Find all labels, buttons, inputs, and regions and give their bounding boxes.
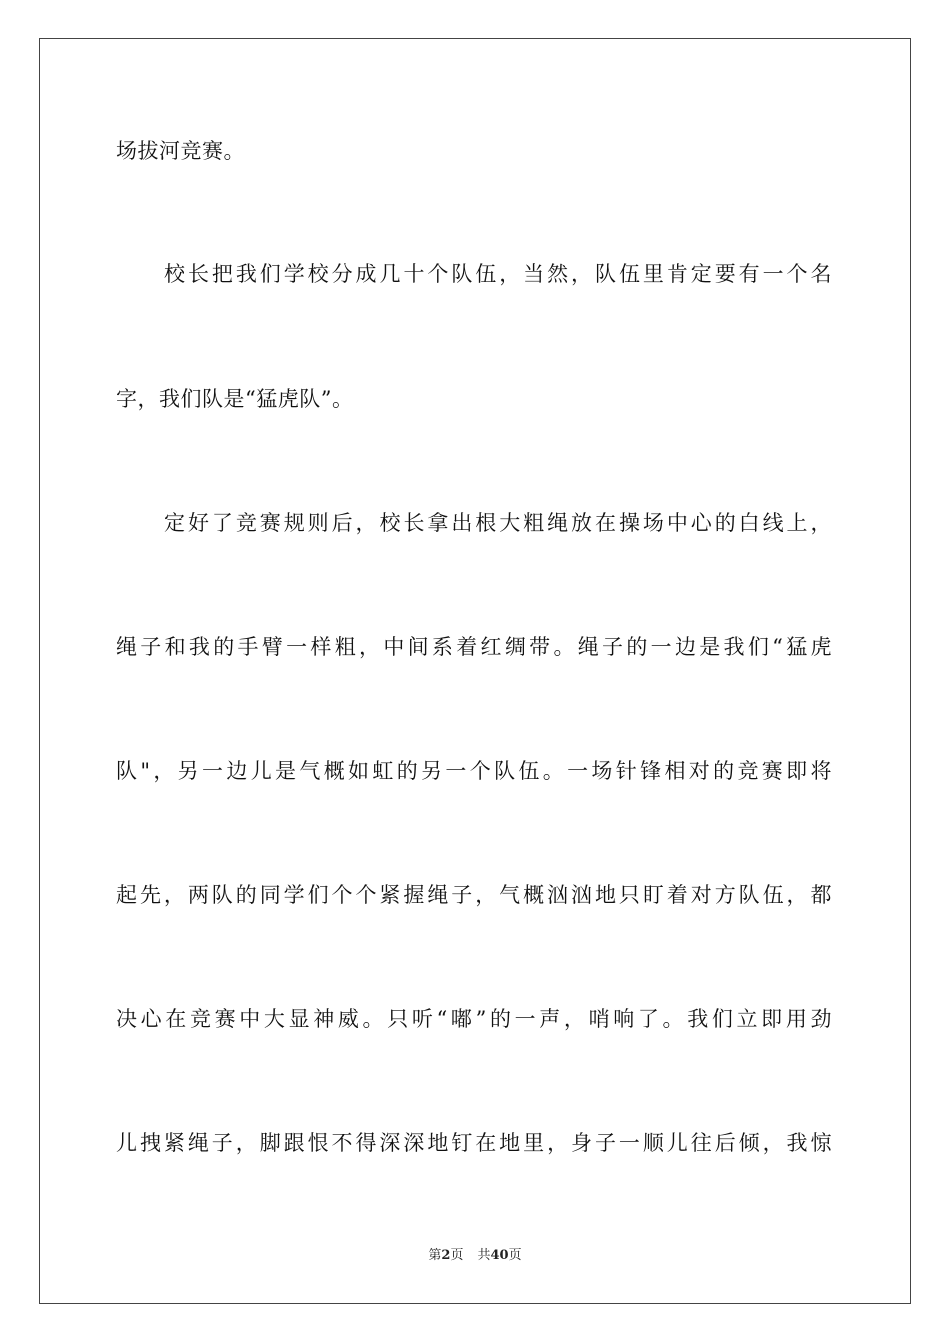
text-line-3: 字，我们队是“猛虎队”。: [116, 387, 354, 411]
text-line-4: 定好了竞赛规则后，校长拿出根大粗绳放在操场中心的白线上，: [164, 511, 832, 535]
footer-total-pages: 40: [490, 1248, 509, 1263]
text-line-2: 校长把我们学校分成几十个队伍，当然，队伍里肯定要有一个名: [164, 262, 832, 286]
text-line-5: 绳子和我的手臂一样粗，中间系着红绸带。绳子的一边是我们“猛虎: [116, 635, 832, 659]
text-line-1: 场拔河竞赛。: [116, 139, 245, 163]
footer-page-prefix: 第: [428, 1248, 442, 1263]
page-footer: [0, 1247, 950, 1265]
text-line-9: 儿拽紧绳子，脚跟恨不得深深地钉在地里，身子一顺儿往后倾，我惊: [116, 1131, 832, 1155]
page-border: [39, 38, 911, 1304]
text-line-7: 起先，两队的同学们个个紧握绳子，气概汹汹地只盯着对方队伍，都: [116, 883, 832, 907]
text-line-6: 队"，另一边儿是气概如虹的另一个队伍。一场针锋相对的竞赛即将: [116, 759, 832, 783]
footer-page-suffix: 页: [450, 1248, 464, 1263]
footer-page-number: 2: [441, 1248, 451, 1263]
footer-total-suffix: 页: [508, 1248, 522, 1263]
footer-total-prefix: 共: [477, 1248, 491, 1263]
text-line-8: 决心在竞赛中大显神威。只听“嘟”的一声，哨响了。我们立即用劲: [116, 1007, 832, 1031]
